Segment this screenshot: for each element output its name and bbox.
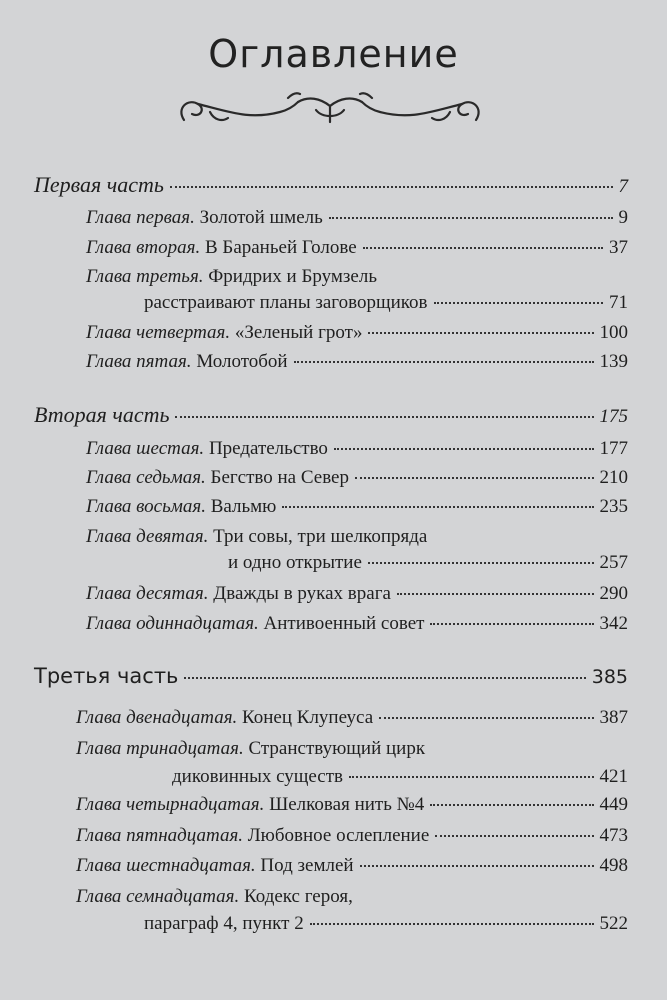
- chapter-title-continuation: диковинных существ: [172, 766, 344, 787]
- chapter-page-number: 387: [599, 707, 628, 728]
- chapter-prefix: Глава десятая.: [86, 583, 209, 604]
- chapter-page-number: 71: [609, 292, 628, 313]
- part-label: Третья часть: [34, 664, 179, 688]
- toc-part-1[interactable]: [34, 172, 628, 198]
- toc-chapter-3[interactable]: [86, 266, 628, 288]
- chapter-title: Антивоенный совет: [263, 613, 425, 634]
- leader-dots: [334, 448, 594, 450]
- toc-part-2[interactable]: [34, 402, 628, 428]
- chapter-page-number: 37: [609, 237, 628, 258]
- chapter-page-number: 9: [618, 207, 628, 228]
- leader-dots: [397, 593, 594, 595]
- toc-chapter-8[interactable]: [86, 496, 628, 518]
- chapter-prefix: Глава пятнадцатая.: [76, 825, 244, 846]
- toc-chapter-10[interactable]: [86, 583, 628, 605]
- part-page-number: 175: [599, 406, 628, 427]
- chapter-prefix: Глава семнадцатая.: [76, 886, 240, 907]
- toc-chapter-6[interactable]: [86, 438, 628, 460]
- chapter-title: Шелковая нить №4: [269, 794, 425, 815]
- chapter-prefix: Глава девятая.: [86, 526, 209, 547]
- chapter-prefix: Глава вторая.: [86, 237, 201, 258]
- toc-chapter-12[interactable]: [76, 707, 628, 729]
- leader-dots: [355, 477, 594, 479]
- chapter-title: Странствующий цирк: [248, 738, 426, 759]
- toc-chapter-13-cont[interactable]: [172, 766, 628, 788]
- toc-chapter-9-cont[interactable]: [228, 552, 628, 574]
- chapter-title-continuation: расстраивают планы заговорщиков: [144, 292, 428, 313]
- toc-chapter-7[interactable]: [86, 467, 628, 489]
- chapter-prefix: Глава седьмая.: [86, 467, 206, 488]
- part-page-number: 385: [591, 666, 628, 688]
- leader-dots: [310, 923, 594, 925]
- toc-chapter-3-cont[interactable]: [144, 292, 628, 314]
- leader-dots: [349, 776, 593, 778]
- chapter-title: «Зеленый грот»: [234, 322, 363, 343]
- chapter-prefix: Глава одиннадцатая.: [86, 613, 259, 634]
- leader-dots: [329, 217, 613, 219]
- leader-dots: [379, 717, 593, 719]
- leader-dots: [282, 506, 593, 508]
- leader-dots: [294, 361, 594, 363]
- decorative-flourish-icon: [170, 90, 490, 134]
- leader-dots: [430, 804, 593, 806]
- chapter-page-number: 235: [599, 496, 628, 517]
- toc-chapter-13[interactable]: [76, 738, 628, 760]
- page-title: Оглавление: [208, 32, 459, 76]
- toc-chapter-4[interactable]: [86, 322, 628, 344]
- chapter-page-number: 498: [599, 855, 628, 876]
- toc-chapter-14[interactable]: [76, 794, 628, 816]
- chapter-page-number: 290: [599, 583, 628, 604]
- chapter-page-number: 449: [599, 794, 628, 815]
- leader-dots: [435, 835, 593, 837]
- leader-dots: [175, 416, 593, 418]
- leader-dots: [368, 332, 593, 334]
- chapter-page-number: 257: [599, 552, 628, 573]
- chapter-prefix: Глава первая.: [86, 207, 195, 228]
- chapter-page-number: 139: [599, 351, 628, 372]
- chapter-prefix: Глава тринадцатая.: [76, 738, 244, 759]
- leader-dots: [184, 677, 585, 679]
- leader-dots: [170, 186, 613, 188]
- leader-dots: [363, 247, 603, 249]
- chapter-prefix: Глава третья.: [86, 266, 204, 287]
- part-page-number: 7: [618, 176, 628, 197]
- chapter-prefix: Глава двенадцатая.: [76, 707, 238, 728]
- leader-dots: [434, 302, 604, 304]
- chapter-title: Фридрих и Брумзель: [208, 266, 377, 287]
- toc-chapter-1[interactable]: [86, 207, 628, 229]
- chapter-title: Молотобой: [196, 351, 288, 372]
- part-label: Первая часть: [34, 172, 164, 197]
- toc-chapter-17-cont[interactable]: [144, 913, 628, 935]
- chapter-prefix: Глава восьмая.: [86, 496, 206, 517]
- chapter-prefix: Глава пятая.: [86, 351, 192, 372]
- toc-part-3[interactable]: [34, 664, 628, 688]
- chapter-title: В Бараньей Голове: [204, 237, 357, 258]
- chapter-title: Конец Клупеуса: [242, 707, 374, 728]
- toc-chapter-16[interactable]: [76, 855, 628, 877]
- chapter-page-number: 342: [599, 613, 628, 634]
- chapter-page-number: 421: [599, 766, 628, 787]
- chapter-page-number: 177: [599, 438, 628, 459]
- chapter-title: Любовное ослепление: [247, 825, 430, 846]
- chapter-title: Дважды в руках врага: [213, 583, 391, 604]
- chapter-prefix: Глава шестнадцатая.: [76, 855, 256, 876]
- chapter-title: Предательство: [208, 438, 328, 459]
- chapter-title-continuation: и одно открытие: [228, 552, 362, 573]
- chapter-title: Вальмю: [210, 496, 277, 517]
- chapter-prefix: Глава четырнадцатая.: [76, 794, 265, 815]
- chapter-page-number: 100: [599, 322, 628, 343]
- toc-chapter-5[interactable]: [86, 351, 628, 373]
- chapter-page-number: 522: [599, 913, 628, 934]
- leader-dots: [430, 623, 593, 625]
- chapter-prefix: Глава шестая.: [86, 438, 205, 459]
- toc-chapter-9[interactable]: [86, 526, 628, 548]
- leader-dots: [360, 865, 594, 867]
- chapter-title: Три совы, три шелкопряда: [213, 526, 428, 547]
- chapter-title: Под землей: [260, 855, 354, 876]
- chapter-title: Золотой шмель: [199, 207, 323, 228]
- toc-chapter-11[interactable]: [86, 613, 628, 635]
- chapter-prefix: Глава четвертая.: [86, 322, 231, 343]
- toc-chapter-2[interactable]: [86, 237, 628, 259]
- chapter-title: Кодекс героя,: [244, 886, 353, 907]
- chapter-title: Бегство на Север: [210, 467, 349, 488]
- leader-dots: [368, 562, 594, 564]
- toc-chapter-15[interactable]: [76, 825, 628, 847]
- toc-chapter-17[interactable]: [76, 886, 628, 908]
- chapter-page-number: 210: [599, 467, 628, 488]
- part-label: Вторая часть: [34, 402, 170, 427]
- chapter-title-continuation: параграф 4, пункт 2: [144, 913, 304, 934]
- chapter-page-number: 473: [599, 825, 628, 846]
